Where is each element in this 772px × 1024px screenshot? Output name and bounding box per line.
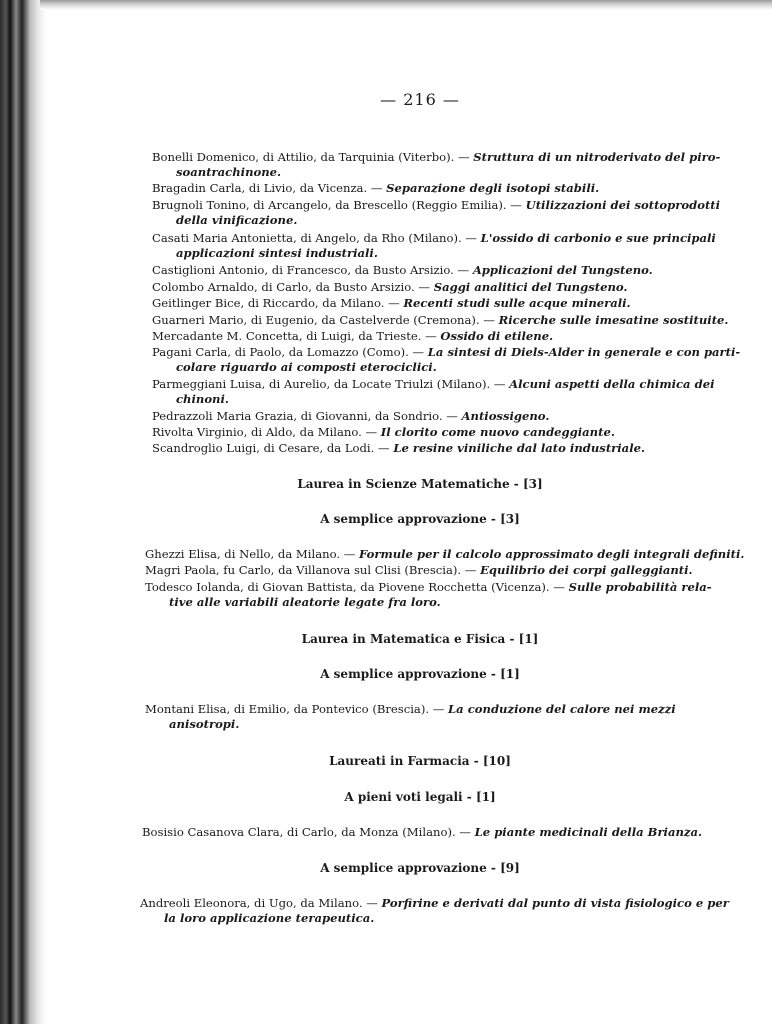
entry-rivolta — [152, 425, 615, 440]
entry-author: Brugnoli Tonino, di Arcangelo, da Brescello (Reggio Emilia). — — [152, 198, 522, 212]
entry-title: Separazione degli isotopi stabili. — [386, 181, 600, 195]
entry-bosisio — [142, 825, 702, 840]
entry-title: Equilibrio dei corpi galleggianti. — [480, 563, 693, 577]
entry-pagani — [152, 345, 740, 374]
subsection-heading-semplice-9: A semplice approvazione - [9] — [320, 861, 520, 875]
entry-title-cont: chinoni. — [176, 391, 229, 406]
subsection-heading-semplice-3: A semplice approvazione - [3] — [320, 512, 520, 526]
entry-author: Colombo Arnaldo, di Carlo, da Busto Arsizio. — — [152, 280, 431, 294]
entry-title: Porfirine e derivati dal punto di vista fisiologico e per — [381, 896, 729, 910]
entry-casati — [152, 231, 716, 260]
entry-geitlinger — [152, 296, 631, 311]
entry-author: Geitlinger Bice, di Riccardo, da Milano. — — [152, 296, 400, 310]
entry-title: Le resine viniliche dal lato industriale. — [393, 441, 646, 455]
entry-title-cont: la loro applicazione terapeutica. — [164, 910, 375, 925]
section-heading-matematica-fisica: Laurea in Matematica e Fisica - [1] — [301, 632, 539, 646]
entry-colombo — [152, 280, 627, 295]
entry-title: Ricerche sulle imesatine sostituite. — [498, 313, 729, 327]
entry-title: La sintesi di Diels-Alder in generale e con parti- — [427, 345, 741, 359]
entry-author: Bragadin Carla, di Livio, da Vicenza. — — [152, 181, 383, 195]
entry-author: Guarneri Mario, di Eugenio, da Castelverde (Cremona). — — [152, 313, 495, 327]
entry-title: Formule per il calcolo approssimato degli integrali definiti. — [359, 547, 745, 561]
entry-author: Magri Paola, fu Carlo, da Villanova sul Clisi (Brescia). — — [145, 563, 477, 577]
entry-author: Rivolta Virginio, di Aldo, da Milano. — — [152, 425, 378, 439]
entry-guarneri — [152, 313, 728, 328]
entry-title-cont: della vinificazione. — [176, 212, 298, 227]
entry-bragadin — [152, 181, 599, 196]
subsection-heading-pieni-voti: A pieni voti legali - [1] — [344, 790, 496, 804]
entry-magri — [145, 563, 693, 578]
entry-title-cont: anisotropi. — [169, 716, 240, 731]
subsection-heading-semplice-1: A semplice approvazione - [1] — [320, 667, 520, 681]
entry-title: La conduzione del calore nei mezzi — [448, 702, 676, 716]
entry-title-cont: colare riguardo ai composti eterociclici. — [176, 359, 437, 374]
entry-author: Andreoli Eleonora, di Ugo, da Milano. — — [140, 896, 378, 910]
page-number: — 216 — — [380, 90, 460, 109]
entry-title: Antiossigeno. — [461, 409, 550, 423]
entry-title: Utilizzazioni dei sottoprodotti — [525, 198, 721, 212]
entry-title-cont: soantrachinone. — [176, 164, 282, 179]
entry-title: Ossido di etilene. — [440, 329, 554, 343]
entry-brugnoli — [152, 198, 720, 227]
entry-author: Montani Elisa, di Emilio, da Pontevico (Brescia). — — [145, 702, 445, 716]
entry-author: Bosisio Casanova Clara, di Carlo, da Monza (Milano). — — [142, 825, 471, 839]
entry-scandroglio — [152, 441, 645, 456]
entry-author: Parmeggiani Luisa, di Aurelio, da Locate Triulzi (Milano). — — [152, 377, 506, 391]
entry-author: Casati Maria Antonietta, di Angelo, da Rho (Milano). — — [152, 231, 477, 245]
section-heading-scienze-matematiche: Laurea in Scienze Matematiche - [3] — [297, 477, 543, 491]
entry-author: Mercadante M. Concetta, di Luigi, da Trieste. — — [152, 329, 437, 343]
entry-author: Todesco Iolanda, di Giovan Battista, da Piovene Rocchetta (Vicenza). — — [145, 580, 565, 594]
entry-author: Pagani Carla, di Paolo, da Lomazzo (Como). — — [152, 345, 425, 359]
entry-title: Sulle probabilità rela- — [568, 580, 712, 594]
entry-author: Bonelli Domenico, di Attilio, da Tarquinia (Viterbo). — — [152, 150, 470, 164]
entry-mercadante — [152, 329, 553, 344]
entry-author: Scandroglio Luigi, di Cesare, da Lodi. — — [152, 441, 390, 455]
entry-title-cont: applicazioni sintesi industriali. — [176, 245, 378, 260]
entry-parmeggiani — [152, 377, 715, 406]
entry-title: Struttura di un nitroderivato del piro- — [473, 150, 721, 164]
entry-title: Le piante medicinali della Brianza. — [474, 825, 703, 839]
entry-author: Ghezzi Elisa, di Nello, da Milano. — — [145, 547, 356, 561]
entry-andreoli — [140, 896, 729, 925]
entry-montani — [145, 702, 676, 731]
entry-ghezzi — [145, 547, 744, 562]
entry-title: Alcuni aspetti della chimica dei — [509, 377, 715, 391]
entry-title: L'ossido di carbonio e sue principali — [480, 231, 716, 245]
entry-castiglioni — [152, 263, 653, 278]
entry-todesco — [145, 580, 712, 609]
entry-title-cont: tive alle variabili aleatorie legate fra loro. — [169, 594, 441, 609]
entry-title: Recenti studi sulle acque minerali. — [403, 296, 631, 310]
entry-bonelli — [152, 150, 720, 179]
entry-author: Castiglioni Antonio, di Francesco, da Busto Arsizio. — — [152, 263, 470, 277]
entry-title: Il clorito come nuovo candeggiante. — [380, 425, 615, 439]
entry-author: Pedrazzoli Maria Grazia, di Giovanni, da Sondrio. — — [152, 409, 458, 423]
section-heading-farmacia: Laureati in Farmacia - [10] — [329, 754, 511, 768]
entry-title: Saggi analitici del Tungsteno. — [433, 280, 628, 294]
entry-title: Applicazioni del Tungsteno. — [472, 263, 653, 277]
entry-pedrazzoli — [152, 409, 549, 424]
